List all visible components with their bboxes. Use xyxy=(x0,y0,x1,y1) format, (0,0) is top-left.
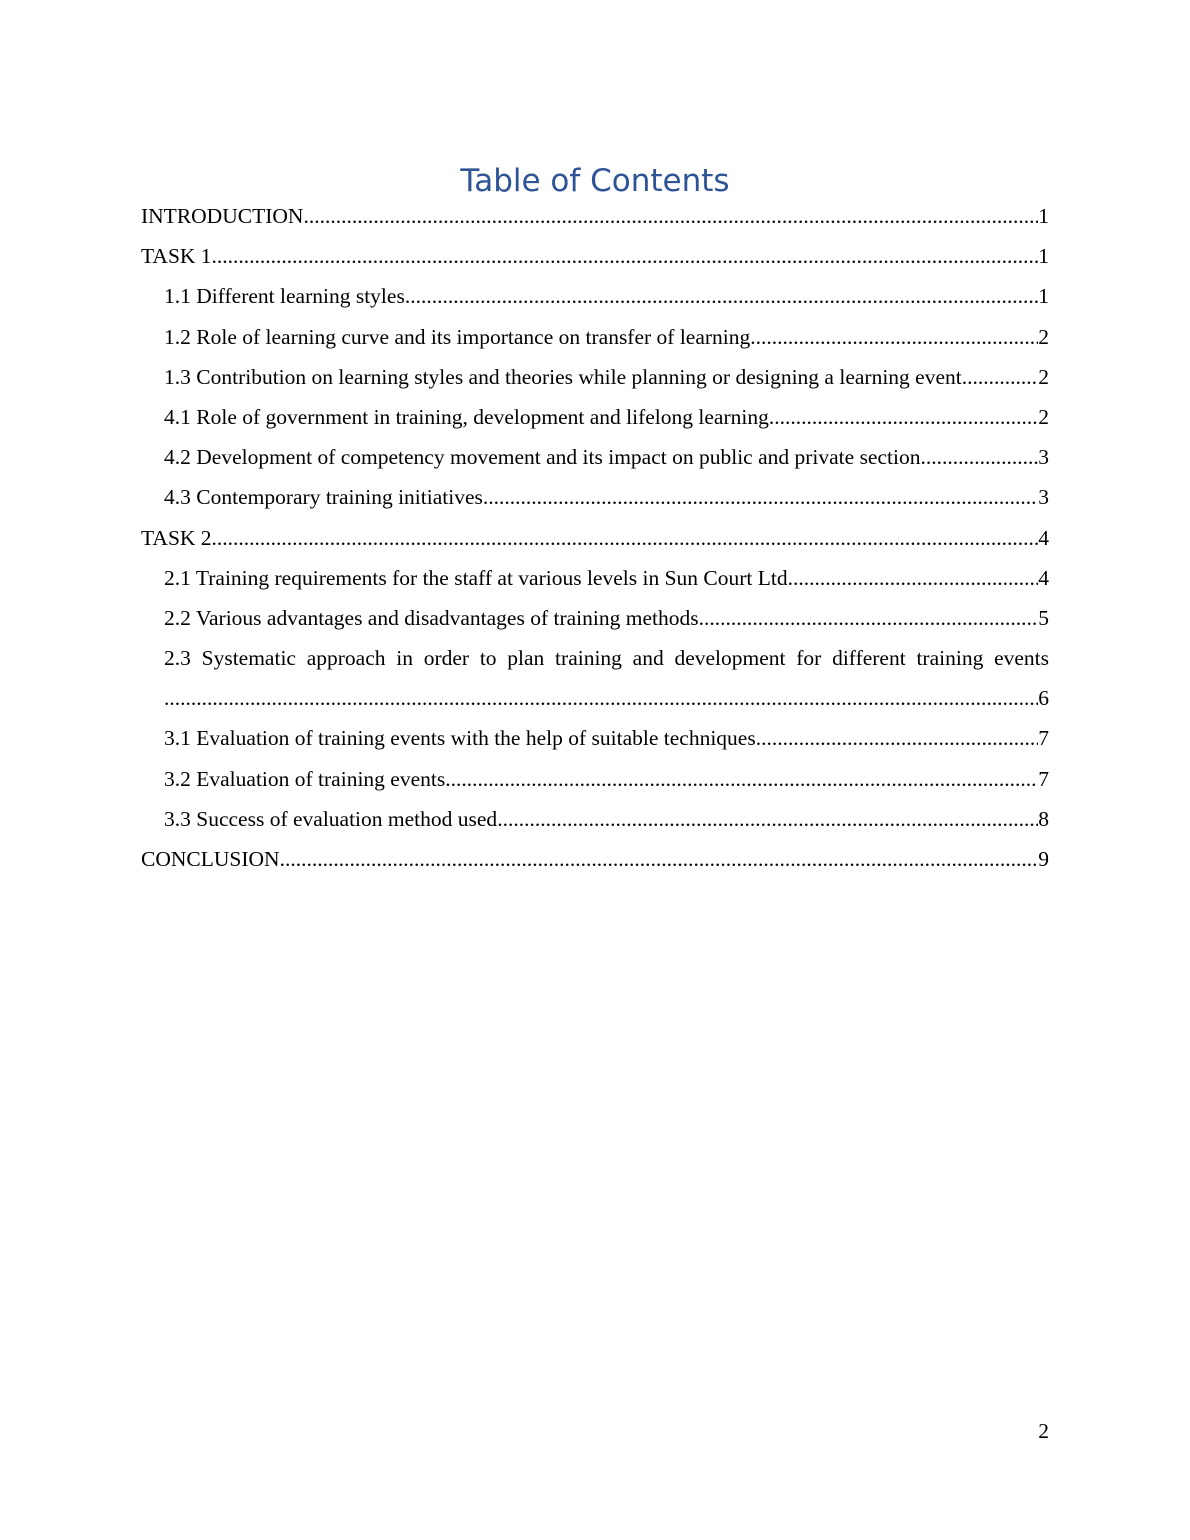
dot-leader xyxy=(497,799,1038,839)
toc-entry-task-2[interactable] xyxy=(141,518,1049,558)
toc-entry-label: CONCLUSION xyxy=(141,847,280,872)
toc-entry-3-3[interactable] xyxy=(164,799,1049,839)
toc-entry-label: 4.3 Contemporary training initiatives xyxy=(164,485,483,510)
toc-entry-label: 1.2 Role of learning curve and its importance on transfer of learning xyxy=(164,324,751,349)
toc-entry-label: 1.3 Contribution on learning styles and theories while planning or designing a learning event. xyxy=(164,364,968,389)
dot-leader xyxy=(793,558,1038,598)
toc-entry-2-1[interactable] xyxy=(164,558,1049,598)
toc-entry-page: 4 xyxy=(1038,525,1049,550)
toc-entry-label: 3.2 Evaluation of training events xyxy=(164,766,446,791)
toc-entry-label: 3.1 Evaluation of training events with the help of suitable techniques xyxy=(164,726,756,751)
toc-entry-introduction[interactable] xyxy=(141,196,1049,236)
dot-leader xyxy=(212,518,1039,558)
page-number: 2 xyxy=(1038,1419,1049,1443)
toc-entry-page: 6 xyxy=(1038,686,1049,711)
dot-leader xyxy=(445,759,1038,799)
toc-entry-4-2[interactable] xyxy=(164,437,1049,477)
toc-entry-page: 4 xyxy=(1038,565,1049,590)
toc-entry-page: 1 xyxy=(1038,244,1049,269)
dot-leader xyxy=(280,839,1039,879)
toc-entry-label: 1.1 Different learning styles xyxy=(164,284,405,309)
toc-entry-2-2[interactable] xyxy=(164,598,1049,638)
toc-entry-page: 2 xyxy=(1038,324,1049,349)
toc-entry-label: 2.2 Various advantages and disadvantages of training methods xyxy=(164,605,699,630)
toc-entry-label: 2.1 Training requirements for the staff at various levels in Sun Court Ltd. xyxy=(164,565,793,590)
toc-entry-label: 4.2 Development of competency movement and its impact on public and private section xyxy=(164,445,921,470)
toc-entry-page: 7 xyxy=(1038,766,1049,791)
toc-entry-page: 7 xyxy=(1038,726,1049,751)
toc-entry-4-1[interactable] xyxy=(164,397,1049,437)
dot-leader xyxy=(212,236,1039,276)
dot-leader xyxy=(967,357,1038,397)
dot-leader xyxy=(920,437,1038,477)
toc-entry-1-2[interactable] xyxy=(164,317,1049,357)
dot-leader xyxy=(164,678,1038,718)
dot-leader xyxy=(750,317,1038,357)
toc-entry-label: INTRODUCTION xyxy=(141,204,304,228)
dot-leader xyxy=(303,196,1038,236)
toc-title: Table of Contents xyxy=(460,163,730,199)
table-of-contents xyxy=(141,196,1049,879)
toc-entry-label: 2.3 Systematic approach in order to plan training and development for different training events xyxy=(164,646,1049,671)
toc-entry-page: 1 xyxy=(1038,284,1049,309)
toc-entry-page: 3 xyxy=(1038,485,1049,510)
toc-entry-label: 4.1 Role of government in training, development and lifelong learning xyxy=(164,404,769,429)
dot-leader xyxy=(769,397,1038,437)
toc-entry-page: 9 xyxy=(1038,847,1049,872)
toc-entry-3-1[interactable] xyxy=(164,718,1049,758)
dot-leader xyxy=(405,276,1038,316)
toc-entry-page: 3 xyxy=(1038,445,1049,470)
toc-entry-1-3[interactable] xyxy=(164,357,1049,397)
toc-entry-1-1[interactable] xyxy=(164,276,1049,316)
toc-entry-task-1[interactable] xyxy=(141,236,1049,276)
toc-entry-page: 8 xyxy=(1038,806,1049,831)
toc-entry-page: 5 xyxy=(1038,605,1049,630)
dot-leader xyxy=(756,718,1039,758)
toc-entry-3-2[interactable] xyxy=(164,759,1049,799)
toc-entry-4-3[interactable] xyxy=(164,477,1049,517)
toc-entry-page: 2 xyxy=(1038,364,1049,389)
dot-leader xyxy=(483,477,1038,517)
dot-leader xyxy=(699,598,1039,638)
toc-entry-2-3[interactable] xyxy=(164,638,1049,718)
toc-entry-label: 3.3 Success of evaluation method used xyxy=(164,806,498,831)
toc-entry-conclusion[interactable] xyxy=(141,839,1049,879)
toc-entry-page: 2 xyxy=(1038,404,1049,429)
toc-entry-page: 1 xyxy=(1038,204,1049,228)
toc-entry-label: TASK 2 xyxy=(141,525,212,550)
toc-entry-label: TASK 1 xyxy=(141,244,212,269)
